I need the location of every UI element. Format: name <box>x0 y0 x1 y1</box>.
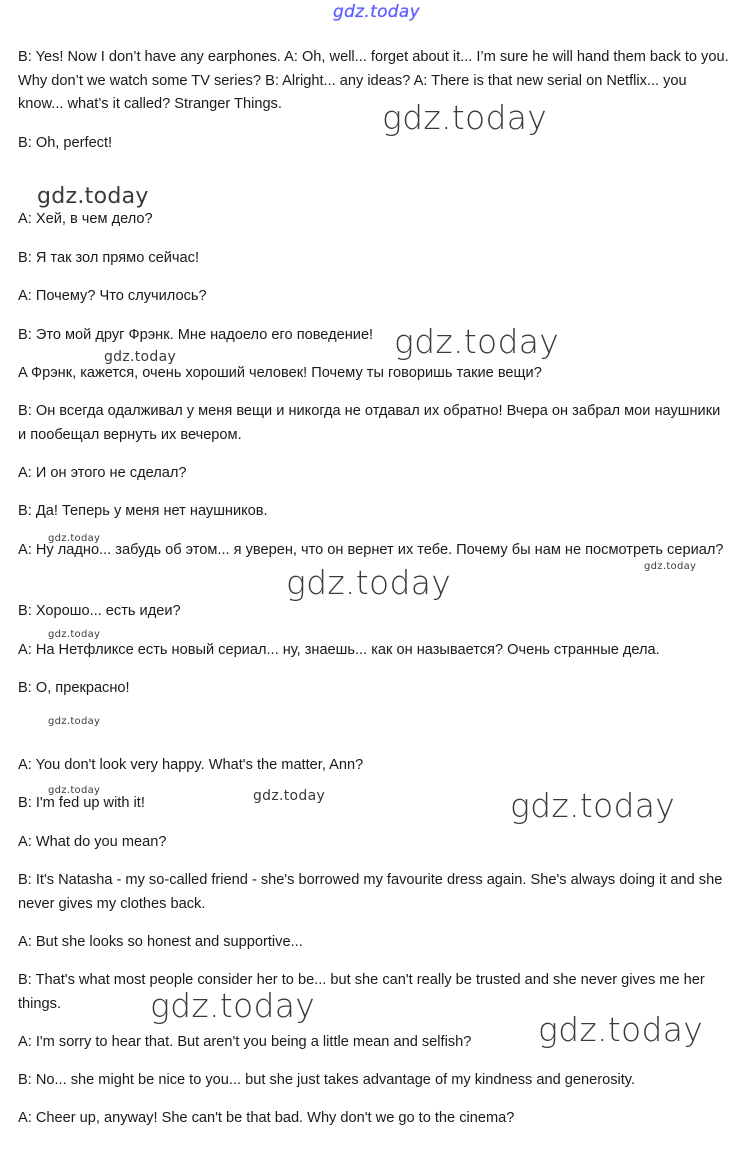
paragraph: B: Хорошо... есть идеи? <box>18 603 181 619</box>
watermark: gdz.today <box>48 629 101 640</box>
paragraph: B: О, прекрасно! <box>18 680 130 696</box>
header-watermark: gdz.today <box>333 2 420 22</box>
watermark: gdz.today <box>538 1010 704 1049</box>
paragraph: A: Почему? Что случилось? <box>18 288 207 304</box>
paragraph: B: Yes! Now I don’t have any earphones. A: Oh, well... forget about it... I’m sure he will hand them back to you. Why don’t we watch some TV series? B: Alright... any ideas? A: There is that new serial on Netflix... you know... what’s it called? Stranger Things. <box>18 49 729 112</box>
watermark: gdz.today <box>382 98 548 137</box>
paragraph: B: Oh, perfect! <box>18 135 113 151</box>
paragraph: A: Cheer up, anyway! She can't be that bad. Why don't we go to the cinema? <box>18 1110 515 1126</box>
watermark: gdz.today <box>286 563 452 602</box>
paragraph: B: Я так зол прямо сейчас! <box>18 250 200 266</box>
paragraph: A: But she looks so honest and supportive... <box>18 934 303 950</box>
paragraph: A: И он этого не сделал? <box>18 465 187 481</box>
watermark: gdz.today <box>253 788 326 804</box>
paragraph: A: What do you mean? <box>18 834 167 850</box>
watermark: gdz.today <box>48 785 101 796</box>
paragraph: B: I'm fed up with it! <box>18 795 145 811</box>
watermark: gdz.today <box>37 184 149 209</box>
paragraph: A: Ну ладно... забудь об этом... я уверен, что он вернет их тебе. Почему бы нам не посмотреть сериал? <box>18 542 724 558</box>
paragraph: B: Он всегда одалживал у меня вещи и никогда не отдавал их обратно! Вчера он забрал мои наушники и пообещал вернуть их вечером. <box>18 403 721 443</box>
watermark: gdz.today <box>48 533 101 544</box>
watermark: gdz.today <box>510 786 676 825</box>
paragraph: B: Да! Теперь у меня нет наушников. <box>18 503 268 519</box>
watermark: gdz.today <box>394 322 560 361</box>
paragraph: A: На Нетфликсе есть новый сериал... ну, знаешь... как он называется? Очень странные дела. <box>18 642 660 658</box>
paragraph: B: It's Natasha - my so-called friend - she's borrowed my favourite dress again. She's always doing it and she never gives my clothes back. <box>18 872 723 912</box>
paragraph: B: That's what most people consider her to be... but she can't really be trusted and she never gives me her things. <box>18 972 705 1012</box>
paragraph: B: Это мой друг Фрэнк. Мне надоело его поведение! <box>18 327 374 343</box>
paragraph: B: No... she might be nice to you... but she just takes advantage of my kindness and generosity. <box>18 1072 636 1088</box>
paragraph: A: I'm sorry to hear that. But aren't you being a little mean and selfish? <box>18 1034 472 1050</box>
paragraph: A: Хей, в чем дело? <box>18 211 153 227</box>
watermark: gdz.today <box>104 349 177 365</box>
watermark: gdz.today <box>48 716 101 727</box>
paragraph: A Фрэнк, кажется, очень хороший человек! Почему ты говоришь такие вещи? <box>18 365 542 381</box>
paragraph: A: You don't look very happy. What's the matter, Ann? <box>18 757 364 773</box>
watermark: gdz.today <box>644 561 697 572</box>
watermark: gdz.today <box>150 986 316 1025</box>
